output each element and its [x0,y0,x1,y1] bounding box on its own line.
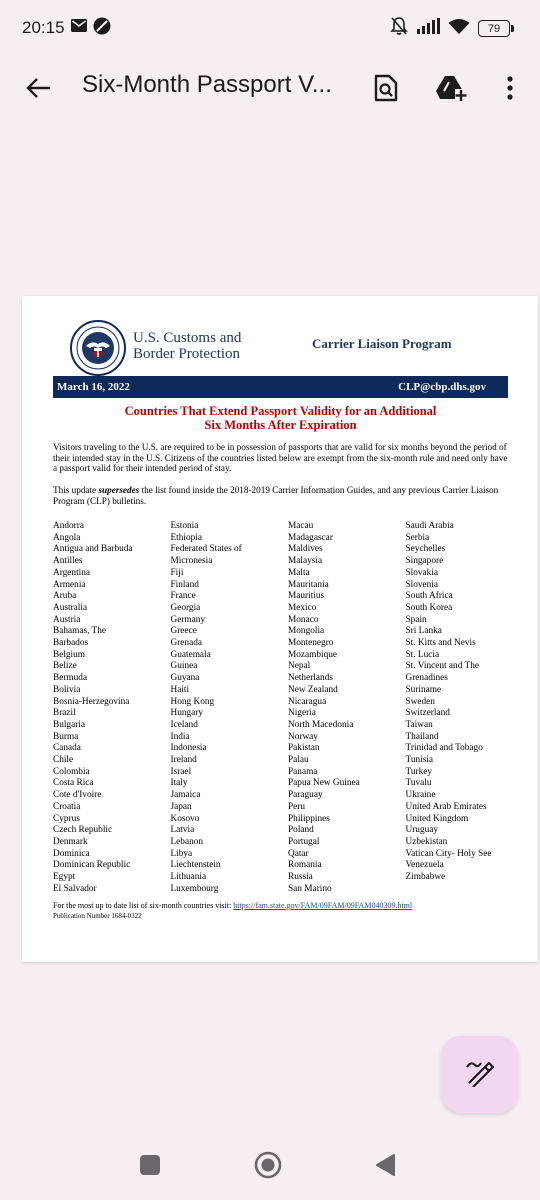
country-item: Costa Rica [53,778,94,789]
country-item: Panama [288,766,318,777]
country-item: Luxembourg [170,883,219,894]
country-item: Montenegro [288,638,334,649]
country-item: India [170,731,190,742]
country-item: Czech Republic [53,825,113,836]
status-bar [0,0,540,56]
country-item: Germany [170,614,206,625]
country-item: San Marino [288,883,332,894]
country-item: Uruguay [405,825,439,836]
country-item: New Zealand [288,684,338,695]
country-item: Suriname [405,684,442,695]
country-item: Netherlands [288,673,333,684]
country-item: Grenada [170,638,202,649]
country-item: Qatar [288,848,309,859]
country-item: Austria [53,614,81,625]
country-item: Croatia [53,801,81,812]
annotate-fab[interactable] [441,1036,518,1113]
country-item: Israel [170,766,192,777]
battery-level: 79 [478,20,510,37]
country-item: Brazil [53,708,76,719]
country-item: St. Lucia [405,649,440,660]
country-item: Slovakia [405,567,439,578]
country-item: Cyprus [53,813,80,824]
draw-annotate-icon [465,1057,495,1092]
country-item: Sweden [405,696,435,707]
do-not-disturb-icon [93,17,111,40]
country-item: Iceland [170,719,198,730]
country-item: Tunisia [405,755,434,766]
search-document-icon [374,74,398,107]
country-item: Liechtenstein [170,860,221,871]
country-item: Lithuania [170,872,207,883]
country-item: Monaco [288,614,319,625]
drive-add-icon [435,74,467,107]
country-item: Grenadines [405,673,448,684]
program-name: Carrier Liaison Program [312,336,452,351]
country-item: Portugal [288,836,320,847]
country-item: Taiwan [405,719,433,730]
country-item: Bosnia-Herzegovina [53,696,130,707]
recents-square-icon [139,1154,161,1181]
app-bar [0,56,540,124]
country-item: Bolivia [53,684,81,695]
country-item: Singapore [405,556,444,567]
country-column [288,521,406,896]
country-item: Belgium [53,649,86,660]
country-item: Georgia [170,602,201,613]
country-item: Micronesia [170,556,213,567]
country-item: Spain [405,614,427,625]
country-item: Guyana [170,673,200,684]
country-item: Nepal [288,661,311,672]
fam-link[interactable]: https://fam.state.gov/FAM/09FAM/09FAM040309.html [233,901,413,910]
country-item: Italy [170,778,188,789]
country-item: Kosovo [170,813,200,824]
more-vert-icon [507,76,513,105]
country-item: Romania [288,860,322,871]
document-title: Six-Month Passport V... [82,71,332,98]
country-item: Dominican Republic [53,860,131,871]
intro-paragraph: Visitors traveling to the U.S. are required to be in possession of passports that are valid for six months beyond the period of their intended stay in the U.S. Citizens of the countries listed below are exempt from the six-month rule and need only have a passport valid for their intended period of stay. [53,442,508,473]
country-item: Mozambique [288,649,338,660]
country-item: Lebanon [170,836,204,847]
country-item: El Salvador [53,883,97,894]
country-item: Ethiopia [170,532,202,543]
footer-note: For the most up to date list of six-month countries visit: https://fam.state.gov/FAM/09FAM/09FAM040309.html [53,901,413,910]
country-item: Nigeria [288,708,316,719]
country-item: Estonia [170,521,199,531]
country-item: Uzbekistan [405,836,448,847]
document-page[interactable] [22,296,538,962]
country-item: Switzerland [405,708,450,719]
country-item: Thailand [405,731,439,742]
country-item: Fiji [170,567,184,578]
supersedes-paragraph: This update supersedes the list found inside the 2018-2019 Carrier Information Guides, and any previous Carrier Liaison Program (CLP) bulletins. [53,485,499,506]
country-item: Serbia [405,532,430,543]
battery-icon [478,20,514,37]
recents-button[interactable] [135,1152,165,1182]
country-item: Peru [288,801,306,812]
country-item: Ireland [170,755,197,766]
country-item: Venezuela [405,860,444,871]
date-email-bar [53,376,508,398]
country-list [53,521,523,896]
country-item: Jamaica [170,790,201,801]
country-item: Macau [288,521,314,531]
country-item: Angola [53,532,81,543]
country-item: South Korea [405,602,453,613]
country-item: St. Vincent and The [405,661,479,672]
country-item: Papua New Guinea [288,778,360,789]
back-arrow-icon [25,77,51,104]
wifi-icon [448,18,470,40]
mail-icon [71,19,87,37]
country-item: Colombia [53,766,90,777]
country-item: Finland [170,579,199,590]
publication-date: March 16, 2022 [57,381,130,393]
country-item: Bulgaria [53,719,86,730]
country-item: North Macedonia [288,719,354,730]
country-item: Denmark [53,836,88,847]
country-item: Cote d'Ivoire [53,790,102,801]
country-item: Greece [170,626,197,637]
country-item: Andorra [53,521,84,531]
country-item: South Africa [405,591,453,602]
country-item: Burma [53,731,79,742]
country-item: Norway [288,731,318,742]
country-item: Hong Kong [170,696,215,707]
country-item: Japan [170,801,192,812]
country-item: Guatemala [170,649,211,660]
agency-name: U.S. Customs and Border Protection [133,330,242,362]
country-item: Barbados [53,638,89,649]
country-item: Hungary [170,708,204,719]
country-item: Vatican City- Holy See [405,848,492,859]
country-item: Trinidad and Tobago [405,743,483,754]
country-item: Guinea [170,661,198,672]
country-item: Argentina [53,567,91,578]
country-item: Antilles [53,556,83,567]
country-column [53,521,171,896]
back-triangle-icon [374,1153,396,1182]
bell-off-icon [390,16,408,41]
publication-number: Publication Number 1684-0322 [53,912,142,920]
country-item: Tuvalu [405,778,432,789]
country-item: Philippines [288,813,330,824]
country-item: Egypt [53,872,76,883]
country-column [171,521,289,896]
country-item: Indonesia [170,743,207,754]
country-item: Maldives [288,544,323,555]
country-item: Malaysia [288,556,323,567]
add-to-drive-button[interactable] [431,70,471,110]
country-item: Turkey [405,766,433,777]
country-item: Ukraine [405,790,436,801]
country-column [406,521,524,896]
country-item: Australia [53,602,88,613]
country-item: United Arab Emirates [405,801,487,812]
country-item: Mauritius [288,591,325,602]
country-item: Aruba [53,591,77,602]
country-item: Sri Lanka [405,626,442,637]
country-item: Federated States of [170,544,242,555]
country-item: Madagascar [288,532,333,543]
country-item: Nicaragua [288,696,327,707]
country-item: Russia [288,872,313,883]
country-item: Bahamas, The [53,626,107,637]
country-item: Seychelles [405,544,446,555]
country-item: Armenia [53,579,86,590]
country-item: Slovenia [405,579,439,590]
country-item: United Kingdom [405,813,469,824]
country-item: Mongolia [288,626,325,637]
country-item: Dominica [53,848,90,859]
system-nav-bar [0,1134,540,1200]
country-item: France [170,591,196,602]
country-item: St. Kitts and Nevis [405,638,476,649]
country-item: Chile [53,755,74,766]
country-item: Mauritania [288,579,329,590]
country-item: Mexico [288,602,317,613]
country-item: Bermuda [53,673,88,684]
country-item: Libya [170,848,193,859]
country-item: Latvia [170,825,195,836]
status-time: 20:15 [22,18,65,37]
country-item: Paraguay [288,790,323,801]
document-headline: Countries That Extend Passport Validity for an Additional Six Months After Expiration [124,404,437,432]
search-document-button[interactable] [366,70,406,110]
country-item: Antigua and Barbuda [53,544,133,555]
country-item: Zimbabwe [405,872,446,883]
back-nav-button[interactable] [370,1152,400,1182]
contact-email: CLP@cbp.dhs.gov [398,381,486,393]
country-item: Belize [53,661,77,672]
country-item: Malta [288,567,310,578]
more-options-button[interactable] [490,70,530,110]
country-item: Palau [288,755,309,766]
country-item: Pakistan [288,743,320,754]
cbp-seal-logo [70,320,126,376]
home-circle-icon [254,1151,282,1184]
signal-icon [416,18,440,39]
country-item: Poland [288,825,314,836]
country-item: Canada [53,743,81,754]
country-item: Saudi Arabia [405,521,454,531]
home-button[interactable] [253,1152,283,1182]
country-item: Haiti [170,684,190,695]
back-button[interactable] [22,74,54,106]
